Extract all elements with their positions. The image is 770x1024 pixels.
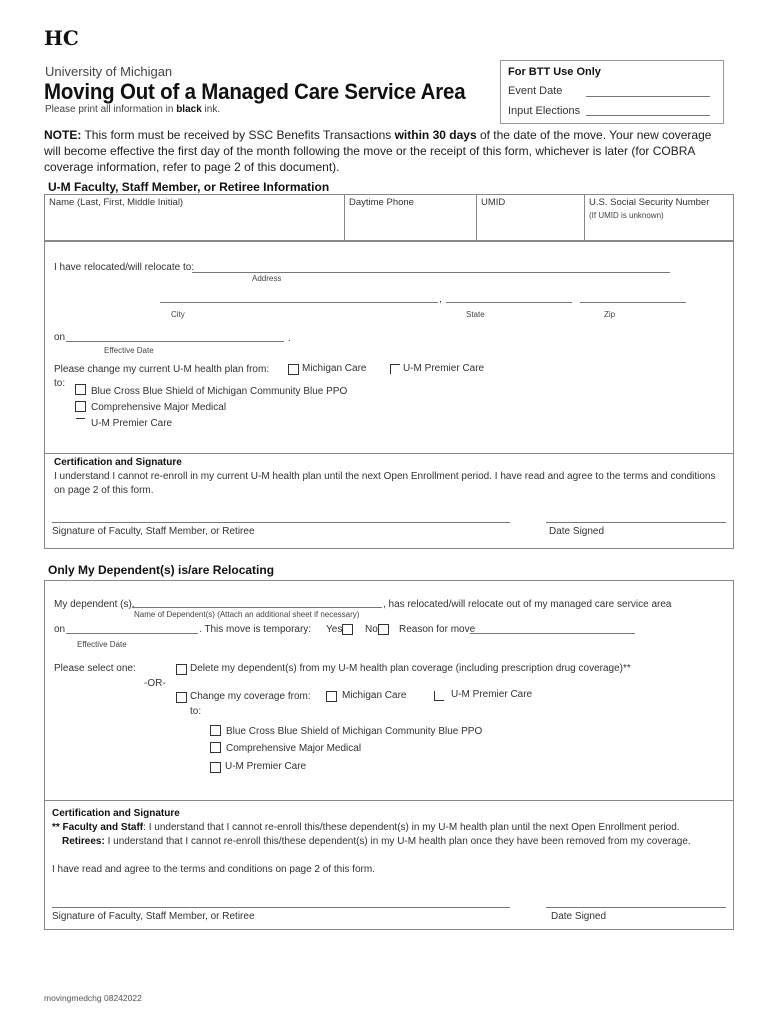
effective-date-label: Effective Date: [104, 346, 154, 355]
university-name: University of Michigan: [45, 64, 173, 79]
from-premier-care-label: U-M Premier Care: [403, 363, 485, 374]
ssn-cell[interactable]: [585, 195, 733, 241]
dep-effective-date-field[interactable]: [66, 633, 198, 634]
change-plan-label: Please change my current U-M health plan from:: [54, 364, 270, 375]
to-cmm-checkbox[interactable]: [75, 401, 86, 412]
ssn-label: U.S. Social Security Number: [589, 197, 710, 208]
signature2-field[interactable]: [52, 907, 510, 908]
phone-label: Daytime Phone: [349, 197, 414, 208]
no-label: No: [365, 624, 378, 635]
to-label: to:: [54, 378, 66, 389]
dep-to-label: to:: [190, 706, 202, 717]
dep-to-cmm-label: Comprehensive Major Medical: [226, 743, 362, 754]
reason-field[interactable]: [470, 633, 635, 634]
zip-label: Zip: [604, 310, 616, 319]
section2-heading: Only My Dependent(s) is/are Relocating: [48, 563, 275, 577]
change-coverage-label: Change my coverage from:: [190, 691, 311, 702]
date1-field[interactable]: [546, 522, 726, 523]
temporary-label: . This move is temporary:: [199, 624, 312, 635]
to-premier-checkbox[interactable]: [76, 418, 85, 419]
dep-from-premier-checkbox[interactable]: [434, 691, 444, 701]
reason-label: Reason for move: [399, 624, 476, 635]
dep-to-premier-label: U-M Premier Care: [225, 761, 307, 772]
effective-date-field[interactable]: [66, 341, 284, 342]
agree-text: I have read and agree to the terms and conditions on page 2 of this form.: [52, 864, 375, 875]
form-title: Moving Out of a Managed Care Service Area: [44, 79, 466, 104]
to-cmm-label: Comprehensive Major Medical: [91, 402, 227, 413]
dep-from-michigan-care-label: Michigan Care: [342, 690, 407, 701]
dep-to-premier-checkbox[interactable]: [210, 762, 221, 773]
cert1-text: I understand I cannot re-enroll in my current U-M health plan until the next Open Enrollment period. I have read and agree to the terms and conditions on page 2 of this form.: [54, 471, 716, 496]
signature1-field[interactable]: [52, 522, 510, 523]
input-elections-label: Input Elections: [508, 105, 581, 117]
on-label-2: on: [54, 624, 66, 635]
name-cell[interactable]: [45, 195, 345, 241]
btt-heading: For BTT Use Only: [508, 66, 601, 78]
state-label: State: [466, 310, 485, 319]
dep-effective-date-label: Effective Date: [77, 640, 127, 649]
phone-cell[interactable]: [345, 195, 477, 241]
or-label: -OR-: [144, 678, 166, 689]
date2-field[interactable]: [546, 907, 726, 908]
dep-from-premier-label: U-M Premier Care: [451, 689, 533, 700]
select-one-label: Please select one:: [54, 663, 136, 674]
dependent-name-field[interactable]: [132, 607, 382, 608]
note-paragraph: NOTE: This form must be received by SSC Benefits Transactions within 30 days of the date of the move. Your new coverage will become effective the first day of the month following the move or the receipt of this form, whichever is later (for COBRA coverage information, refer to page 2 of this document).: [44, 128, 712, 174]
relocated-label: I have relocated/will relocate to:: [54, 262, 195, 273]
dep-from-michigan-care-checkbox[interactable]: [326, 691, 337, 702]
dependent-label: My dependent (s),: [54, 599, 135, 610]
from-michigan-care-label: Michigan Care: [302, 363, 367, 374]
faculty-statement: ** Faculty and Staff: I understand that I cannot re-enroll this/these dependent(s) in my U-M health plan until the next Open Enrollment period.: [52, 822, 680, 833]
no-checkbox[interactable]: [378, 624, 389, 635]
date2-label: Date Signed: [551, 911, 607, 922]
form-code: HC: [44, 26, 79, 50]
dep-to-bcbs-checkbox[interactable]: [210, 725, 221, 736]
change-coverage-checkbox[interactable]: [176, 692, 187, 703]
cert2-heading: Certification and Signature: [52, 808, 180, 819]
state-field[interactable]: [446, 302, 572, 303]
to-premier-label: U-M Premier Care: [91, 418, 173, 429]
footer-code: movingmedchg 08242022: [44, 993, 142, 1003]
city-field[interactable]: [160, 302, 438, 303]
address-field[interactable]: [192, 272, 670, 273]
event-date-field[interactable]: [586, 96, 710, 97]
yes-label: Yes: [326, 624, 343, 635]
on-label: on: [54, 332, 66, 343]
section1-heading: U-M Faculty, Staff Member, or Retiree Information: [48, 180, 330, 194]
delete-dependent-checkbox[interactable]: [176, 664, 187, 675]
from-michigan-care-checkbox[interactable]: [288, 364, 299, 375]
delete-dependent-label: Delete my dependent(s) from my U-M health plan coverage (including prescription drug coverage)**: [190, 663, 631, 674]
event-date-label: Event Date: [508, 85, 563, 97]
print-instruction: Please print all information in black ink.: [45, 104, 221, 115]
retirees-statement: Retirees: I understand that I cannot re-enroll this/these dependent(s) in my U-M health plan once they have been removed from my coverage.: [62, 836, 691, 847]
ssn-note: (If UMID is unknown): [589, 211, 664, 220]
dep-to-cmm-checkbox[interactable]: [210, 742, 221, 753]
input-elections-field[interactable]: [586, 115, 710, 116]
from-premier-care-checkbox[interactable]: [390, 364, 400, 374]
dep-to-bcbs-label: Blue Cross Blue Shield of Michigan Community Blue PPO: [226, 726, 483, 737]
signature2-label: Signature of Faculty, Staff Member, or Retiree: [52, 911, 255, 922]
to-bcbs-label: Blue Cross Blue Shield of Michigan Community Blue PPO: [91, 386, 348, 397]
zip-field[interactable]: [580, 302, 686, 303]
umid-cell[interactable]: [477, 195, 585, 241]
yes-checkbox[interactable]: [342, 624, 353, 635]
info-table: [44, 194, 734, 242]
signature1-label: Signature of Faculty, Staff Member, or Retiree: [52, 526, 255, 537]
name-label: Name (Last, First, Middle Initial): [49, 197, 184, 208]
umid-label: UMID: [481, 197, 506, 208]
cert1-heading: Certification and Signature: [54, 457, 182, 468]
to-bcbs-checkbox[interactable]: [75, 384, 86, 395]
address-label: Address: [252, 274, 282, 283]
dependent-name-label: Name of Dependent(s) (Attach an additional sheet if necessary): [134, 610, 360, 619]
relocate-text: , has relocated/will relocate out of my managed care service area: [383, 599, 672, 610]
date1-label: Date Signed: [549, 526, 605, 537]
city-label: City: [171, 310, 185, 319]
